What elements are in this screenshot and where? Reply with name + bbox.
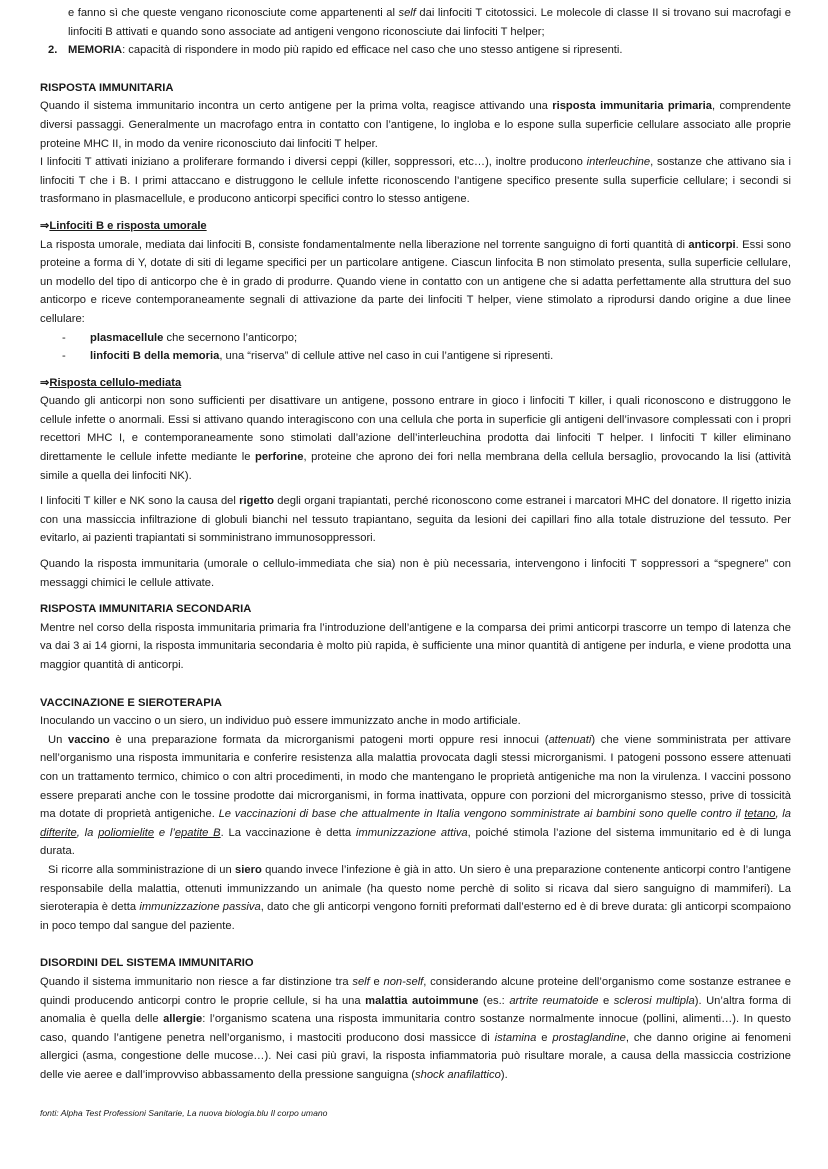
text-run: Si ricorre alla somministrazione di un <box>48 863 236 876</box>
bold-term: rigetto <box>239 495 274 508</box>
text-run: Quando gli anticorpi non sono sufficienti per disattivare un antigene, possono entrare in gioco i linfociti T killer, i quali riconoscono e distruggono le cellule infette o anormali. Essi si attivano quando interagiscono con una cellula che porta in superficie gli antigeni dell’invasore complessati con i propri recettori MHC I, e contemporaneamente sono stimolati dall’azione dell’interleuchina prodotta dai linfociti T helper. I linfociti T killer eliminano direttamente le cellule infette mediante le <box>40 395 791 464</box>
bold-term: siero <box>235 863 262 876</box>
section-heading <box>40 600 791 619</box>
bold-term: plasmacellule <box>90 331 164 344</box>
text-run: , che danno origine ai fenomeni allergici (asma, congestione delle mucose…). Nei casi più gravi, la risposta infiammatoria può risultare morale, a causa della massiccia costrizione delle vie aeree e dall’improvviso abbassamento della pressione sanguigna ( <box>40 1031 791 1081</box>
text-run: , dato che gli anticorpi vengono forniti preformati dall’esterno ed è di breve durata: gli anticorpi scompaiono in poco tempo dal sangue del paziente. <box>40 901 792 932</box>
text-run: ). Un’altra forma di anomalia è quella delle <box>40 994 791 1026</box>
section-heading <box>40 954 791 973</box>
section-heading <box>40 694 791 713</box>
arrow-icon: ⇒ <box>40 376 50 389</box>
text-run: . La vaccinazione è detta <box>220 826 356 839</box>
emphasized-text: attenuati <box>548 733 592 746</box>
text-run: RISPOSTA IMMUNITARIA SECONDARIA <box>40 603 252 616</box>
text-run: dai linfociti T citotossici. Le molecole di classe II si trovano sui macrofagi e linfociti B attivati e quando sono associate ad antigeni vengono riconosciute dai linfociti T helper; <box>68 7 791 38</box>
text-run: , proteine che aprono dei fori nella membrana della cellula bersaglio, provocando la lisi (attività simile a quella dei linfociti NK). <box>40 451 791 482</box>
numbered-list-item <box>40 41 791 60</box>
text-run: (es.: <box>478 994 510 1007</box>
bold-term: perforine <box>254 451 304 464</box>
text-run: ). <box>500 1068 508 1081</box>
paragraph <box>40 555 791 592</box>
text-run: degli organi trapiantati, perché riconoscono come estranei i marcatori MHC del donatore. Il rigetto inizia con una massiccia infiltrazione di globuli bianchi nel tessuto trapiantano, seguita da lesioni dei capillari fino alla totale distruzione del tessuto. Per evitarlo, ai pazienti trapiantati si somministrano immunosoppressori. <box>40 495 791 545</box>
list-number: 2. <box>48 44 58 57</box>
emphasized-text: sclerosi multipla <box>613 994 695 1007</box>
text-run: e <box>598 994 614 1007</box>
paragraph <box>40 236 791 329</box>
bullet-dash: - <box>62 350 66 363</box>
emphasized-text: prostaglandine <box>552 1031 626 1044</box>
text-run: , comprendente diversi passaggi. Generalmente un macrofago entra in contatto con l’antigene, lo ingloba e lo espone sulla superficie cellulare associato alle proprie proteine MHC II, in modo da venire riconosciuto dai linfociti T helper. <box>40 100 791 150</box>
text-run: Quando la risposta immunitaria (umorale o cellulo-immediata che sia) non è più necessaria, intervengono i linfociti T soppressori a “spegnere” con messaggi chimici le cellule attivate. <box>40 558 791 589</box>
paragraph <box>40 619 791 675</box>
text-run: I linfociti T killer e NK sono la causa del <box>40 495 240 508</box>
text-run: è una preparazione formata da microrganismi patogeni morti oppure resi innocui ( <box>109 733 549 746</box>
bullet-item <box>40 347 791 366</box>
document-page <box>40 4 791 1123</box>
bold-term: anticorpi <box>688 238 736 251</box>
text-run: e <box>369 975 384 988</box>
emphasized-text: Le vaccinazioni di base che attualmente in Italia vengono somministrate ai bambini sono quelle contro il <box>218 808 745 821</box>
paragraph <box>40 712 791 731</box>
text-run: , una “riserva” di cellule attive nel caso in cui l’antigene si ripresenti. <box>219 350 554 363</box>
emphasized-text: e l’ <box>154 826 175 839</box>
text-run: Quando il sistema immunitario non riesce a far distinzione tra <box>40 975 353 988</box>
sources-note <box>40 1104 791 1123</box>
emphasized-text: epatite B <box>174 826 221 839</box>
subsection-heading <box>40 374 791 393</box>
paragraph <box>40 731 791 861</box>
bold-term: risposta immunitaria primaria <box>552 100 712 113</box>
emphasized-text: non-self <box>383 975 424 988</box>
arrow-icon: ⇒ <box>40 219 50 232</box>
section-heading <box>40 79 791 98</box>
text-run: Mentre nel corso della risposta immunitaria primaria fra l’introduzione dell’antigene e la comparsa dei primi anticorpi trascorre un tempo di latenza che va dai 3 ai 14 giorni, la risposta immunitaria secondaria è molto più rapida, è sufficiente una minor quantità di antigene per indurla, e viene prodotta una maggior quantità di anticorpi. <box>40 621 791 671</box>
emphasized-text: istamina <box>494 1031 537 1044</box>
bold-term: MEMORIA <box>68 44 123 57</box>
paragraph <box>40 97 791 153</box>
paragraph <box>40 392 791 485</box>
text-run: quando invece l’infezione è già in atto. Un siero è una preparazione contenente anticorpi contro l’antigene responsabile della malattia, ottenuti immunizzando un animale (ha questo nome perchè di solito si ricava dal siero sanguigno di mammiferi). La sieroterapia è detta <box>40 863 791 914</box>
text-run: : capacità di rispondere in modo più rapido ed efficace nel caso che uno stesso antigene si ripresenti. <box>122 44 623 57</box>
text-run: e fanno sì che queste vengano riconosciute come appartenenti al <box>68 7 399 19</box>
subsection-heading <box>40 217 791 236</box>
text-run: . Essi sono proteine a forma di Y, dotate di siti di legame specifici per un particolare antigene. Ciascun linfocita B non stimolato presenta, sulla superficie cellulare, un modello del tipo di anticorpo che è in grado di produrre. Quando viene in contatto con un antigene che si adatta perfettamente alla struttura del suo anticorpo e riceve contemporaneamente segnali di attivazione da parte dei linfociti T helper, viene stimolato a riprodursi dando origine a due linee cellulare: <box>40 238 791 325</box>
text-run: RISPOSTA IMMUNITARIA <box>40 81 174 94</box>
text-run: , sostanze che attivano sia i linfociti T che i B. I primi attaccano e distruggono le cellule infette riconoscendo l’antigene specifico presente sulla superficie cellulare; i secondi si trasformano in plasmacellule, e producono anticorpi specifici contro lo stesso antigene. <box>40 156 792 206</box>
text-run: , considerando alcune proteine dell’organismo come sostanze estranee e quindi producendo anticorpi contro le proprie cellule, si ha una <box>40 975 791 1007</box>
paragraph <box>40 492 791 548</box>
paragraph <box>40 153 791 209</box>
text-run: La risposta umorale, mediata dai linfociti B, consiste fondamentalmente nella liberazione nel torrente sanguigno di forti quantità di <box>40 238 689 251</box>
text-run: , poiché stimola l’azione del sistema immunitario ed è di lunga durata. <box>40 826 791 858</box>
emphasized-text: immunizzazione attiva <box>355 826 468 839</box>
bold-term: linfociti B della memoria <box>90 350 220 363</box>
text-run: Risposta cellulo-mediata <box>49 376 182 389</box>
text-run: I linfociti T attivati iniziano a proliferare formando i diversi ceppi (killer, soppressori, etc…), inoltre producono <box>40 156 587 169</box>
text-run: e <box>536 1031 553 1044</box>
bullet-dash: - <box>62 331 66 344</box>
list-item-continuation <box>40 4 791 41</box>
emphasized-text: shock anafilattico <box>415 1068 501 1081</box>
text-run: : l’organismo scatena una risposta immunitaria contro sostanze normalmente innocue (pollini, alimenti…). In questo caso, quando l’antigene penetra nell’organismo, i mastociti producono dosi massicce di <box>40 1013 791 1044</box>
text-run: Linfociti B e risposta umorale <box>49 219 207 232</box>
emphasized-text: , la <box>775 808 791 821</box>
emphasized-text: artrite reumatoide <box>509 994 599 1007</box>
emphasized-text: poliomielite <box>98 826 155 839</box>
emphasized-text: self <box>398 7 416 19</box>
text-run: DISORDINI DEL SISTEMA IMMUNITARIO <box>40 957 254 970</box>
text-run: ) che viene somministrata per attivare nell’organismo una risposta immunitaria e conferire resistenza alla malattia provocata dagli stessi microrganismi. I patogeni possono essere attenuati con un trattamento termico, chimico o con altri procedimenti, in modo che mantengano le proprietà antigeniche ma non la virulenza. I vaccini possono essere preparati anche con le tossine prodotte dai microrganismi, in forma inattivata, oppure con porzioni del microrganismo stesso, prive di tossicità ma dotate di proprietà antigeniche. <box>40 733 791 821</box>
bullet-item <box>40 329 791 348</box>
text-run: VACCINAZIONE E SIEROTERAPIA <box>40 696 222 709</box>
emphasized-text: immunizzazione passiva <box>139 901 261 914</box>
paragraph <box>40 973 791 1085</box>
emphasized-text: difterite <box>40 826 77 839</box>
emphasized-text: tetano <box>744 808 776 821</box>
bold-term: allergie <box>163 1013 203 1026</box>
text-run: Un <box>48 733 69 746</box>
text-run: fonti: Alpha Test Professioni Sanitarie, La nuova biologia.blu Il corpo umano <box>40 1108 328 1119</box>
emphasized-text: , la <box>76 826 99 839</box>
emphasized-text: interleuchine <box>586 156 651 169</box>
paragraph <box>40 861 791 935</box>
bold-term: vaccino <box>68 733 110 746</box>
text-run: Quando il sistema immunitario incontra un certo antigene per la prima volta, reagisce attivando una <box>40 100 553 113</box>
text-run: Inoculando un vaccino o un siero, un individuo può essere immunizzato anche in modo artificiale. <box>40 715 521 728</box>
emphasized-text: self <box>352 975 370 988</box>
bold-term: malattia autoimmune <box>365 994 479 1007</box>
text-run: che secernono l’anticorpo; <box>163 331 298 344</box>
